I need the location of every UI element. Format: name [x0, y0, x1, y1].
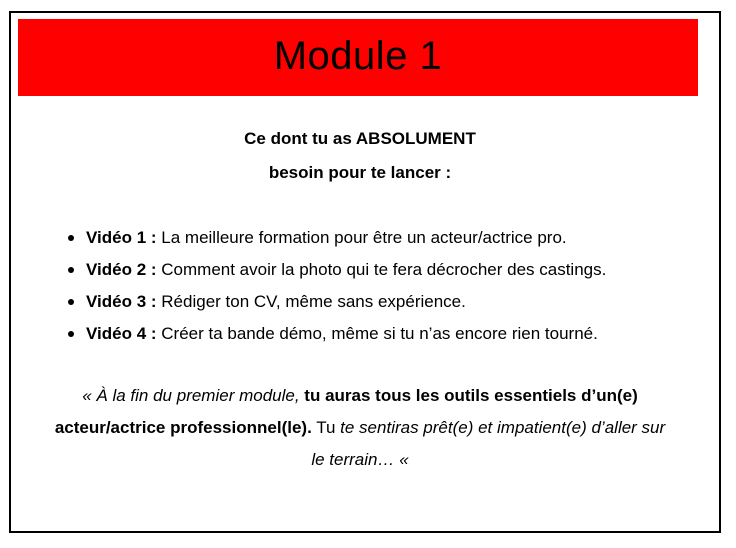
- closing-italic-text: « À la fin du premier module,: [82, 386, 305, 405]
- list-item: [0, 222, 720, 254]
- video-description: Comment avoir la photo qui te fera décrocher des castings.: [156, 260, 607, 279]
- closing-line-2: [22, 418, 698, 438]
- list-item: [0, 318, 720, 350]
- video-list: [0, 222, 720, 350]
- closing-italic-text: le terrain… «: [311, 450, 409, 469]
- section-heading-line-2: besoin pour te lancer :: [268, 163, 452, 182]
- bullet-icon: [68, 331, 74, 337]
- video-description: Créer ta bande démo, même si tu n’as encore rien tourné.: [156, 324, 598, 343]
- list-item: [0, 286, 720, 318]
- module-title: Module 1: [273, 34, 443, 78]
- closing-bold-text: acteur/actrice professionnel(le).: [54, 418, 312, 437]
- video-description: Rédiger ton CV, même sans expérience.: [156, 292, 466, 311]
- closing-italic-text: te sentiras prêt(e) et impatient(e) d’aller sur: [340, 418, 666, 437]
- video-label: Vidéo 4 :: [86, 324, 157, 343]
- bullet-icon: [68, 267, 74, 273]
- video-label: Vidéo 1 :: [86, 228, 157, 247]
- closing-line-3: [22, 450, 698, 470]
- closing-bold-text: tu auras tous les outils essentiels d’un(e): [304, 386, 638, 405]
- bullet-icon: [68, 235, 74, 241]
- list-item: [0, 254, 720, 286]
- closing-plain-text: Tu: [311, 418, 341, 437]
- closing-line-1: [22, 386, 698, 406]
- video-description: La meilleure formation pour être un acteur/actrice pro.: [156, 228, 567, 247]
- bullet-icon: [68, 299, 74, 305]
- section-heading-line-1: Ce dont tu as ABSOLUMENT: [244, 129, 476, 148]
- video-label: Vidéo 2 :: [86, 260, 157, 279]
- module-banner: [18, 19, 698, 96]
- video-label: Vidéo 3 :: [86, 292, 157, 311]
